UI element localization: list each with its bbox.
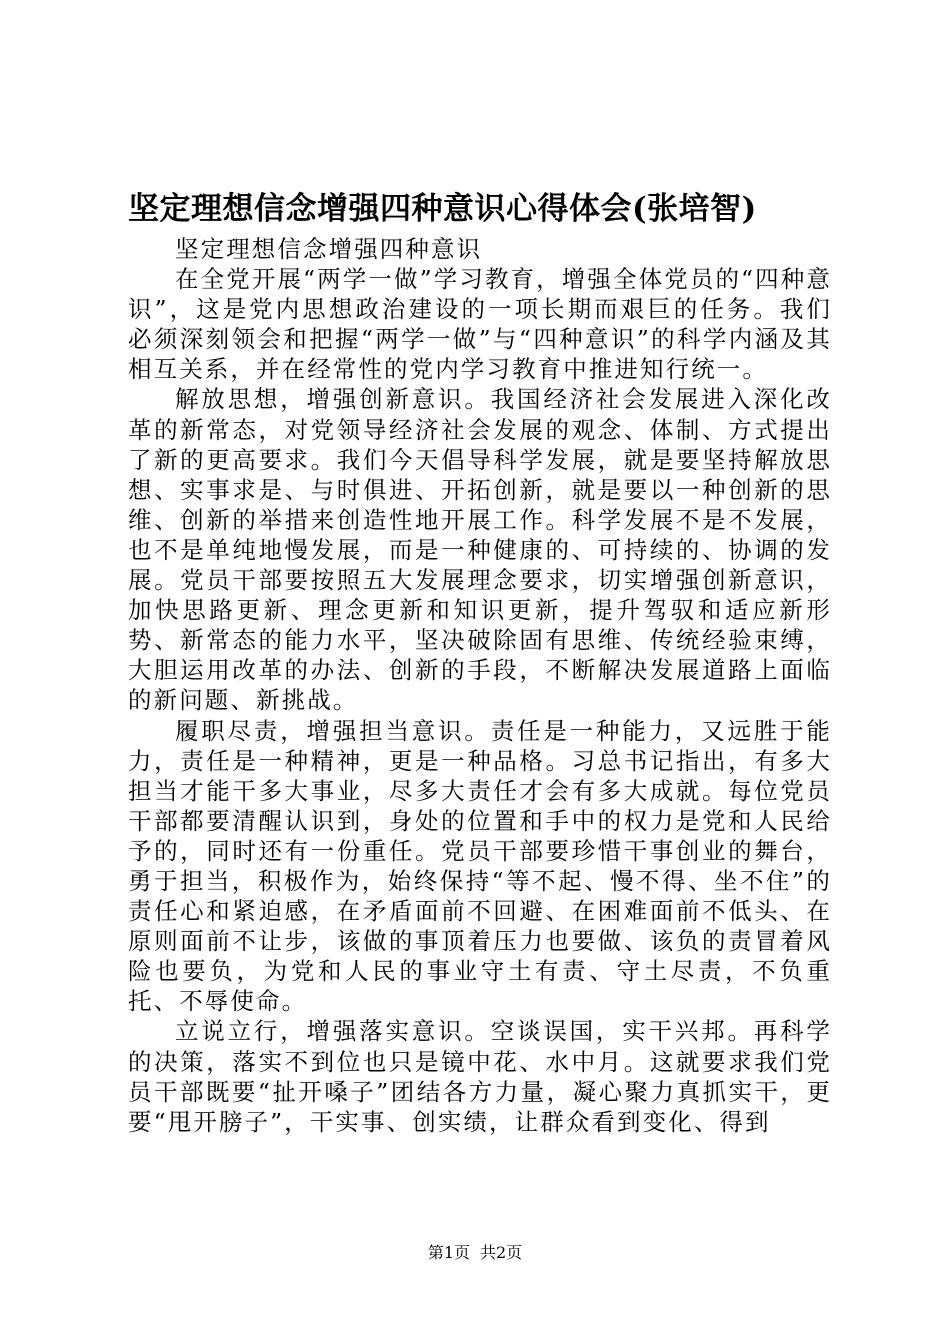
body-paragraph: 解放思想，增强创新意识。我国经济社会发展进入深化改革的新常态，对党领导经济社会发展的观念、体制、方式提出了新的更高要求。我们今天倡导科学发展，就是要坚持解放思想、实事求是、与时俱进、开拓创新，就是要以一种创新的思维、创新的举措来创造性地开展工作。科学发展不是不发展，也不是单纯地慢发展，而是一种健康的、可持续的、协调的发展。党员干部要按照五大发展理念要求，切实增强创新意识，加快思路更新、理念更新和知识更新，提升驾驭和适应新形势、新常态的能力水平，坚决破除固有思维、传统经验束缚，大胆运用改革的办法、创新的手段，不断解决发展道路上面临的新问题、新挑战。 bbox=[128, 385, 832, 715]
page-total: 共2页 bbox=[480, 1243, 523, 1262]
body-paragraph: 履职尽责，增强担当意识。责任是一种能力，又远胜于能力，责任是一种精神，更是一种品格。习总书记指出，有多大担当才能干多大事业，尽多大责任才会有多大成就。每位党员干部都要清醒认识到，身处的位置和手中的权力是党和人民给予的，同时还有一份重任。党员干部要珍惜干事创业的舞台，勇于担当，积极作为，始终保持“等不起、慢不得、坐不住”的责任心和紧迫感，在矛盾面前不回避、在困难面前不低头、在原则面前不让步，该做的事顶着压力也要做、该负的责冒着风险也要负，为党和人民的事业守土有责、守土尽责，不负重托、不辱使命。 bbox=[128, 716, 832, 1016]
page-footer bbox=[0, 1242, 950, 1264]
page-number: 第1页 bbox=[427, 1243, 470, 1262]
document-title: 坚定理想信念增强四种意识心得体会(张培智) bbox=[128, 191, 757, 227]
subtitle-paragraph: 坚定理想信念增强四种意识 bbox=[175, 235, 483, 263]
body-paragraph: 立说立行，增强落实意识。空谈误国，实干兴邦。再科学的决策，落实不到位也只是镜中花、水中月。这就要求我们党员干部既要“扯开嗓子”团结各方力量，凝心聚力真抓实干，更要“甩开膀子”，干实事、创实绩，让群众看到变化、得到 bbox=[128, 1017, 832, 1136]
document-body bbox=[128, 234, 832, 1137]
body-paragraph: 在全党开展“两学一做”学习教育，增强全体党员的“四种意识”，这是党内思想政治建设的一项长期而艰巨的任务。我们必须深刻领会和把握“两学一做”与“四种意识”的科学内涵及其相互关系，并在经常性的党内学习教育中推进知行统一。 bbox=[128, 265, 832, 384]
